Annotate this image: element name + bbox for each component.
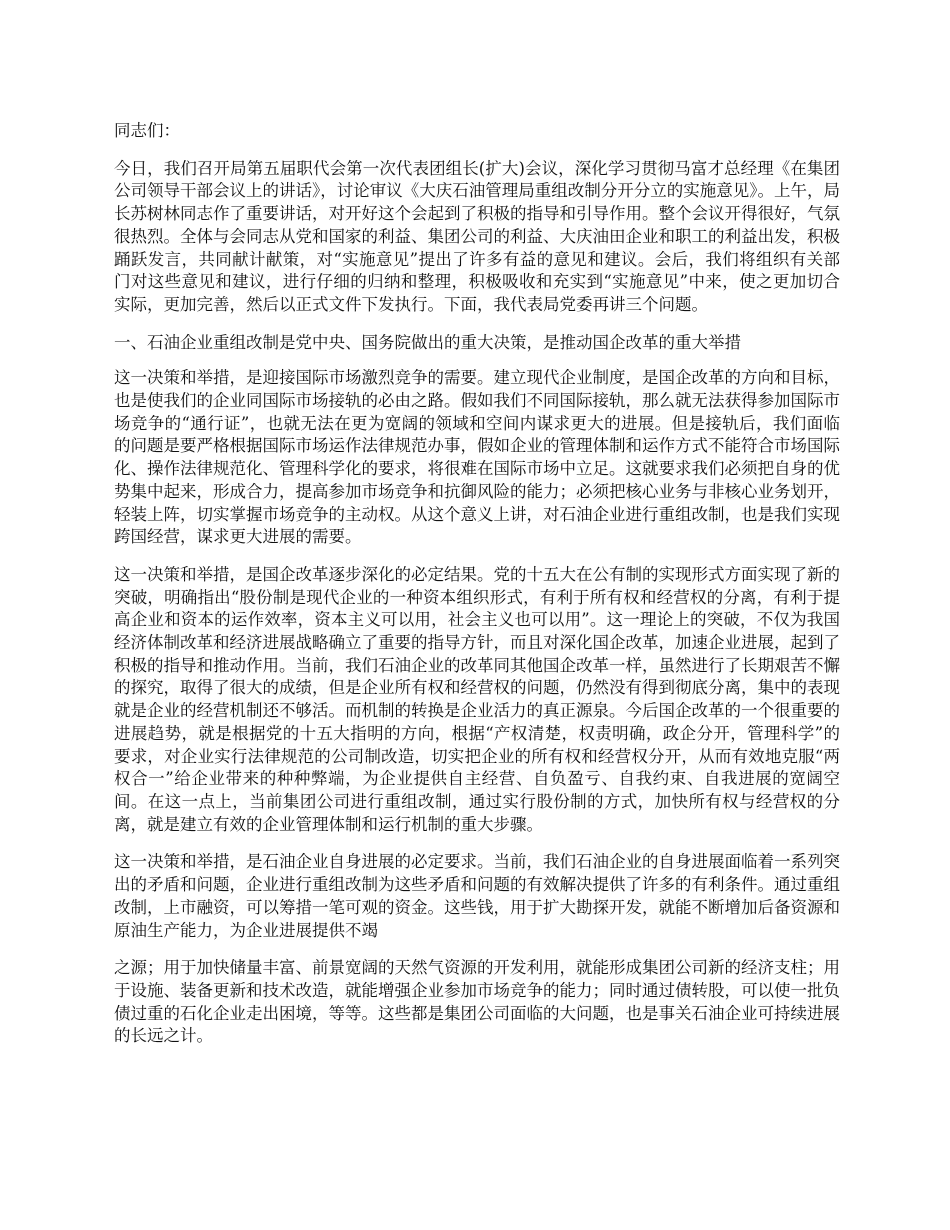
body-paragraph-3: 这一决策和举措，是石油企业自身进展的必定要求。当前，我们石油企业的自身进展面临着一系列突出的矛盾和问题，企业进行重组改制为这些矛盾和问题的有效解决提供了许多的有利条件。通过重组改制，上市融资，可以筹措一笔可观的资金。这些钱，用于扩大勘探开发，就能不断增加后备资源和原油生产能力，为企业进展提供不竭 <box>114 852 840 940</box>
body-paragraph-1: 这一决策和举措，是迎接国际市场激烈竞争的需要。建立现代企业制度，是国企改革的方向和目标，也是使我们的企业同国际市场接轨的必由之路。假如我们不同国际接轨，那么就无法获得参加国际市场竞争的“通行证”，也就无法在更为宽阔的领域和空间内谋求更大的进展。但是接轨后，我们面临的问题是要严格根据国际市场运作法律规范办事，假如企业的管理体制和运作方式不能符合市场国际化、操作法律规范化、管理科学化的要求，将很难在国际市场中立足。这就要求我们必须把自身的优势集中起来，形成合力，提高参加市场竞争和抗御风险的能力；必须把核心业务与非核心业务划开，轻装上阵，切实掌握市场竞争的主动权。从这个意义上讲，对石油企业进行重组改制，也是我们实现跨国经营，谋求更大进展的需要。 <box>114 368 840 547</box>
greeting: 同志们： <box>114 121 180 140</box>
document-body <box>114 120 840 1061</box>
section-heading: 一、石油企业重组改制是党中央、国务院做出的重大决策，是推动国企改革的重大举措 <box>114 332 741 352</box>
intro-paragraph: 今日，我们召开局第五届职代会第一次代表团组长(扩大)会议，深化学习贯彻马富才总经理《在集团公司领导干部会议上的讲话》，讨论审议《大庆石油管理局重组改制分开分立的实施意见》。上午，局长苏树林同志作了重要讲话，对开好这个会起到了积极的指导和引导作用。整个会议开得很好，气氛很热烈。全体与会同志从党和国家的利益、集团公司的利益、大庆油田企业和职工的利益出发，积极踊跃发言，共同献计献策，对“实施意见”提出了许多有益的意见和建议。会后，我们将组织有关部门对这些意见和建议，进行仔细的归纳和整理，积极吸收和充实到“实施意见”中来，使之更加切合实际，更加完善，然后以正式文件下发执行。下面，我代表局党委再讲三个问题。 <box>114 158 840 314</box>
body-paragraph-2: 这一决策和举措，是国企改革逐步深化的必定结果。党的十五大在公有制的实现形式方面实现了新的突破，明确指出“股份制是现代企业的一种资本组织形式，有利于所有权和经营权的分离，有利于提高企业和资本的运作效率，资本主义可以用，社会主义也可以用”。这一理论上的突破，不仅为我国经济体制改革和经济进展战略确立了重要的指导方针，而且对深化国企改革，加速企业进展，起到了积极的指导和推动作用。当前，我们石油企业的改革同其他国企改革一样，虽然进行了长期艰苦不懈的探究，取得了很大的成绩，但是企业所有权和经营权的问题，仍然没有得到彻底分离，集中的表现就是企业的经营机制还不够活。而机制的转换是企业活力的真正源泉。今后国企改革的一个很重要的进展趋势，就是根据党的十五大指明的方向，根据“产权清楚，权责明确，政企分开，管理科学”的要求，对企业实行法律规范的公司制改造，切实把企业的所有权和经营权分开，从而有效地克服“两权合一”给企业带来的种种弊端，为企业提供自主经营、自负盈亏、自我约束、自我进展的宽阔空间。在这一点上，当前集团公司进行重组改制，通过实行股份制的方式，加快所有权与经营权的分离，就是建立有效的企业管理体制和运行机制的重大步骤。 <box>114 564 840 834</box>
body-paragraph-4: 之源；用于加快储量丰富、前景宽阔的天然气资源的开发利用，就能形成集团公司新的经济支柱；用于设施、装备更新和技术改造，就能增强企业参加市场竞争的能力；同时通过债转股，可以使一批负债过重的石化企业走出困境，等等。这些都是集团公司面临的大问题，也是事关石油企业可持续进展的长远之计。 <box>114 958 840 1046</box>
